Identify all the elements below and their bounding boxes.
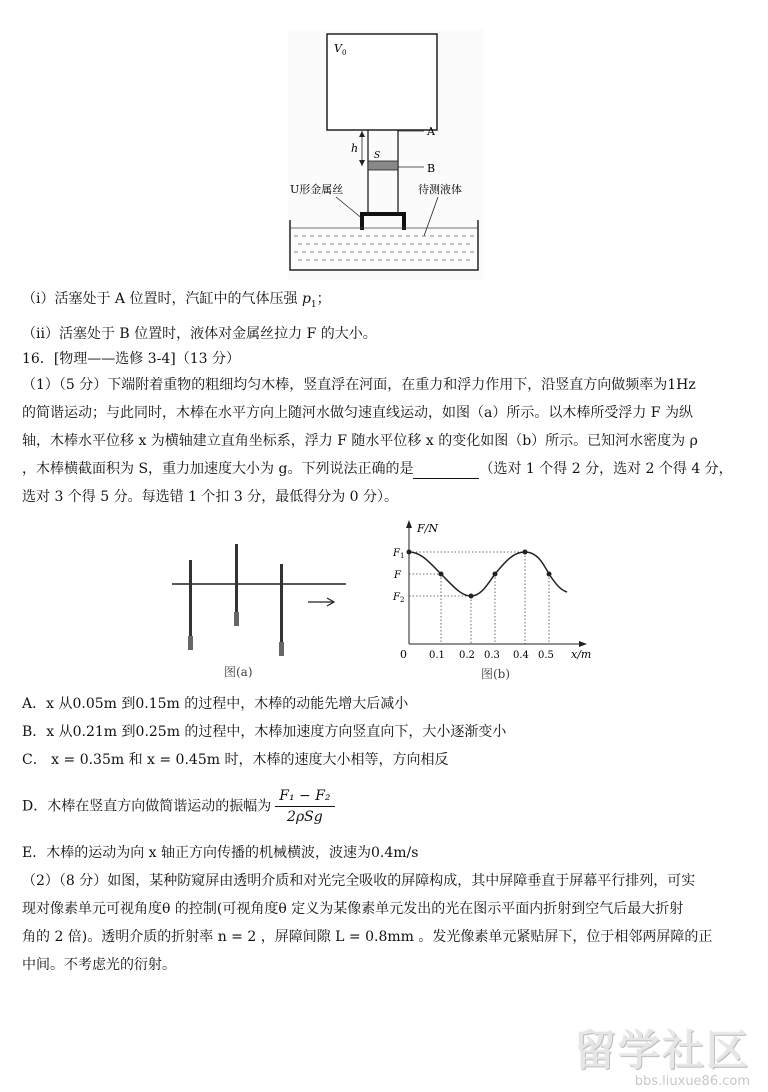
- question-ii: （ii）活塞处于 B 位置时，液体对金属丝拉力 F 的大小。: [22, 326, 377, 342]
- part2-line2: 现对像素单元可视角度θ 的控制(可视角度θ 定义为某像素单元发出的光在图示平面内折射到空气后最大折射: [22, 901, 684, 917]
- curve-point: [523, 550, 528, 555]
- wire-label: U形金属丝: [290, 183, 344, 196]
- x-tick-label: 0.1: [429, 650, 445, 661]
- option-b: B．x 从0.21m 到0.25m 的过程中，木棒加速度方向竖直向下，大小逐渐变小: [22, 724, 507, 740]
- part2-line1: （2）（8 分）如图，某种防窥屏由透明介质和对光完全吸收的屏障构成，其中屏障垂直于屏幕平行排列，可实: [22, 873, 696, 889]
- x-tick-label: 0.5: [538, 650, 554, 661]
- svg-text:0: 0: [342, 49, 347, 57]
- figure-b-graph: [385, 518, 615, 686]
- label-h: h: [351, 142, 359, 155]
- part1-line2: 的简谐运动；与此同时，木棒在水平方向上随河水做匀速直线运动，如图（a）所示。以木棒所受浮力 F 为纵: [22, 405, 693, 421]
- velocity-arrow-icon: [308, 598, 334, 606]
- part2-line4: 中间。不考虑光的衍射。: [22, 957, 176, 973]
- answer-blank: [413, 464, 479, 479]
- curve-point: [407, 550, 412, 555]
- x-tick-label: 0.2: [459, 650, 475, 661]
- figure-a: [168, 540, 358, 680]
- x-axis-label: x/m: [571, 648, 592, 661]
- option-d: D．木棒在竖直方向做简谐运动的振幅为 $\frac{\text{F₁ − F₂}}{\text{2ρSg}}$: [22, 786, 335, 827]
- wood-rod: [234, 544, 239, 626]
- y-tick-f1: F: [393, 548, 400, 559]
- watermark-url: bbs.liuxue86.com: [634, 1074, 750, 1089]
- apparatus-figure: [288, 30, 484, 280]
- y-tick-f2: F: [393, 592, 400, 603]
- x-tick-label: 0.3: [484, 650, 500, 661]
- liquid-label: 待测液体: [418, 183, 462, 196]
- watermark-logo: 留学社区: [573, 1026, 750, 1075]
- curve-point: [493, 572, 498, 577]
- x-tick-label: 0.4: [513, 650, 529, 661]
- part1-line4: ，木棒横截面积为 S，重力加速度大小为 g。下列说法正确的是 （选对 1 个得 2 分，选对 2 个得 4 分，: [22, 461, 733, 477]
- curve-point: [439, 572, 444, 577]
- svg-text:1: 1: [400, 552, 405, 560]
- option-c: C． x = 0.35m 和 x = 0.45m 时，木棒的速度大小相等，方向相反: [22, 752, 449, 768]
- part2-line3: 角的 2 倍)。透明介质的折射率 n = 2 ，屏障间隙 L = 0.8mm 。发光像素单元紧贴屏下，位于相邻两屏障的正: [22, 929, 713, 945]
- figure-a-caption: 图(a): [224, 665, 253, 679]
- watermark: [574, 1018, 750, 1089]
- label-a: A: [427, 125, 435, 138]
- label-s: S: [374, 151, 381, 161]
- option-a: A．x 从0.05m 到0.15m 的过程中，木棒的动能先增大后减小: [22, 696, 409, 712]
- y-axis-label: F/N: [417, 522, 438, 535]
- y-tick-f: F: [394, 570, 401, 581]
- label-b: B: [427, 162, 436, 175]
- piston: [368, 161, 398, 170]
- wood-rod: [188, 560, 193, 650]
- figure-b-caption: 图(b): [481, 667, 511, 681]
- volume-label: V: [334, 42, 342, 55]
- svg-text:2: 2: [400, 596, 405, 604]
- curve-point: [547, 572, 552, 577]
- curve-point: [469, 594, 474, 599]
- question-i: （i）活塞处于 A 位置时，汽缸中的气体压强 $p_1$；: [22, 291, 331, 310]
- amplitude-fraction: $\frac{\text{F₁ − F₂}}{\text{2ρSg}}$: [275, 786, 334, 827]
- part1-line1: （1）（5 分）下端附着重物的粗细均匀木棒，竖直浮在河面，在重力和浮力作用下，沿竖直方向做频率为1Hz: [22, 377, 696, 393]
- origin-label: 0: [400, 648, 407, 661]
- wood-rod: [279, 564, 284, 656]
- option-e: E．木棒的运动为向 x 轴正方向传播的机械横波，波速为0.4m/s: [22, 845, 419, 861]
- part1-line3: 轴，木棒水平位移 x 为横轴建立直角坐标系，浮力 F 随水平位移 x 的变化如图（b）所示。已知河水密度为 ρ: [22, 433, 698, 449]
- part1-line5: 选对 3 个得 5 分。每选错 1 个扣 3 分，最低得分为 0 分）。: [22, 489, 399, 505]
- force-curve: [409, 552, 567, 596]
- question-16-header: 16．[物理——选修 3-4]（13 分）: [22, 351, 240, 367]
